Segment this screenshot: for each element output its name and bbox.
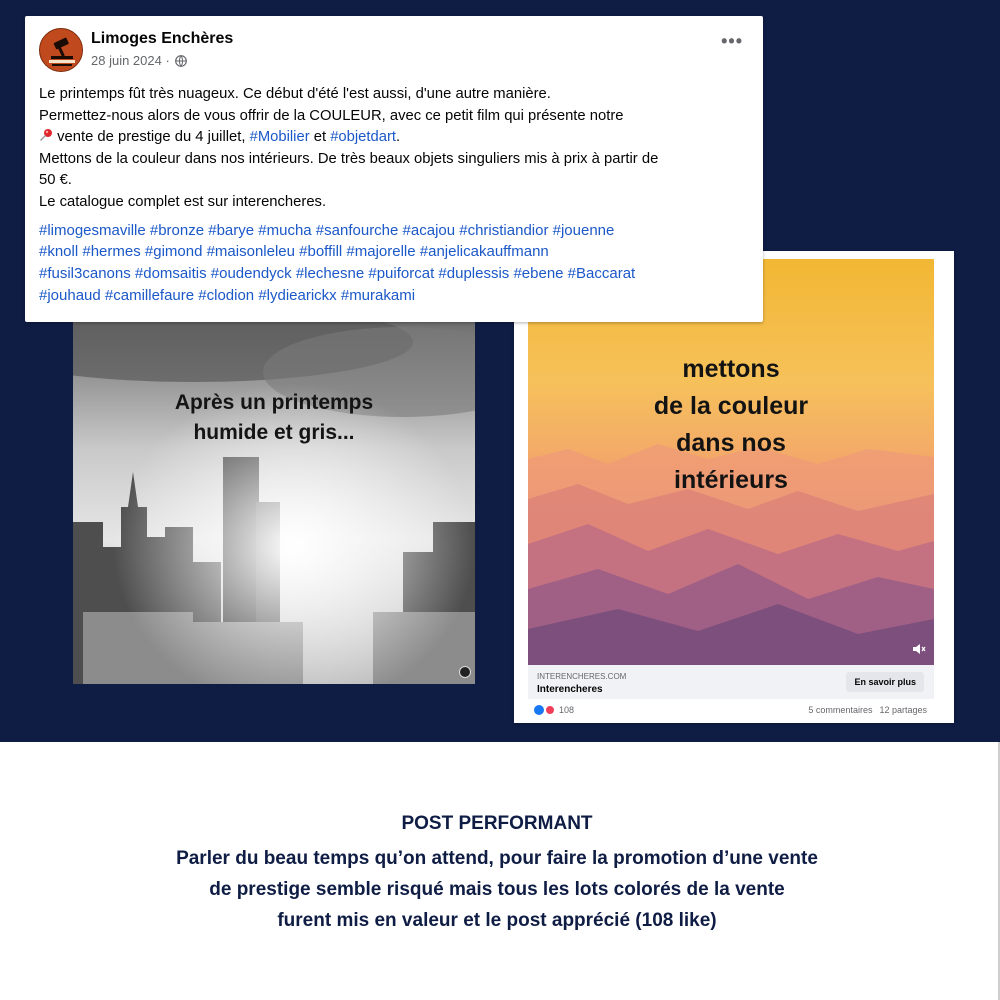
auction-gavel-logo-icon <box>40 29 83 72</box>
speaker-muted-icon[interactable] <box>912 643 926 655</box>
hashtag-link[interactable]: #Mobilier <box>249 129 310 146</box>
link-preview-bar[interactable] <box>528 665 934 699</box>
more-options-button[interactable]: ••• <box>721 31 743 51</box>
reaction-count: 108 <box>559 705 575 715</box>
footer-line: de prestige semble risqué mais tous les lots colorés de la vente <box>209 879 785 900</box>
post-text-line: 50 €. <box>39 172 72 189</box>
shares-count[interactable]: 12 partages <box>879 705 927 715</box>
pushpin-icon <box>39 128 53 142</box>
video-caption <box>73 388 475 448</box>
post-text-line: Le catalogue complet est sur interencheres. <box>39 193 327 210</box>
page-name[interactable]: Limoges Enchères <box>91 30 234 47</box>
post-text-line <box>39 127 751 149</box>
hashtag-line[interactable]: #limogesmaville #bronze #barye #mucha #sanfourche #acajou #christiandior #jouenne <box>39 221 615 239</box>
mute-icon[interactable] <box>459 666 471 678</box>
caption-line: humide et gris... <box>193 421 355 444</box>
video-grey-city[interactable] <box>73 322 475 684</box>
link-title: Interencheres <box>537 684 603 695</box>
globe-icon <box>175 55 187 67</box>
caption-line: dans nos <box>676 429 786 457</box>
page-avatar[interactable] <box>39 28 83 72</box>
caption-line: de la couleur <box>653 392 809 420</box>
engagement-counts <box>808 705 927 715</box>
learn-more-button[interactable]: En savoir plus <box>846 672 924 692</box>
post-text-segment: et <box>309 129 331 146</box>
footer-line: furent mis en valeur et le post apprécié (108 like) <box>277 910 717 931</box>
video-caption <box>528 351 934 499</box>
post-text-segment: . <box>396 129 401 146</box>
grey-city-image <box>73 322 475 684</box>
hashtag-link[interactable]: #objetdart <box>330 129 397 146</box>
comments-count[interactable]: 5 commentaires <box>808 705 873 715</box>
facebook-post-card <box>25 16 763 322</box>
post-text-line: Permettez-nous alors de vous offrir de la COULEUR, avec ce petit film qui présente notre <box>39 107 624 124</box>
hashtag-line[interactable]: #jouhaud #camillefaure #clodion #lydiearickx #murakami <box>39 286 416 304</box>
post-text-line: Le printemps fût très nuageux. Ce début d'été l'est aussi, d'une autre manière. <box>39 86 551 102</box>
footer-title: POST PERFORMANT <box>401 813 593 834</box>
reactions-summary[interactable] <box>534 705 574 715</box>
caption-line: Après un printemps <box>174 391 374 414</box>
love-icon <box>545 705 555 715</box>
post-text-segment: vente de prestige du 4 juillet, <box>53 129 250 146</box>
footer-line: Parler du beau temps qu’on attend, pour faire la promotion d’une vente <box>176 848 818 869</box>
post-meta <box>91 53 187 68</box>
hashtag-line[interactable]: #knoll #hermes #gimond #maisonleleu #boffill #majorelle #anjelicakauffmann <box>39 243 549 261</box>
footer-description <box>0 843 994 936</box>
caption-line: intérieurs <box>674 466 788 494</box>
caption-line: mettons <box>682 355 780 383</box>
like-icon <box>534 705 544 715</box>
link-domain: INTERENCHERES.COM <box>537 672 627 681</box>
post-text <box>39 84 751 307</box>
post-date[interactable]: 28 juin 2024 · <box>91 53 170 68</box>
hashtag-line[interactable]: #fusil3canons #domsaitis #oudendyck #lechesne #puiforcat #duplessis #ebene #Baccarat <box>39 265 636 283</box>
hashtag-list <box>39 220 751 307</box>
post-text-line: Mettons de la couleur dans nos intérieurs. De très beaux objets singuliers mis à prix à partir de <box>39 150 659 167</box>
